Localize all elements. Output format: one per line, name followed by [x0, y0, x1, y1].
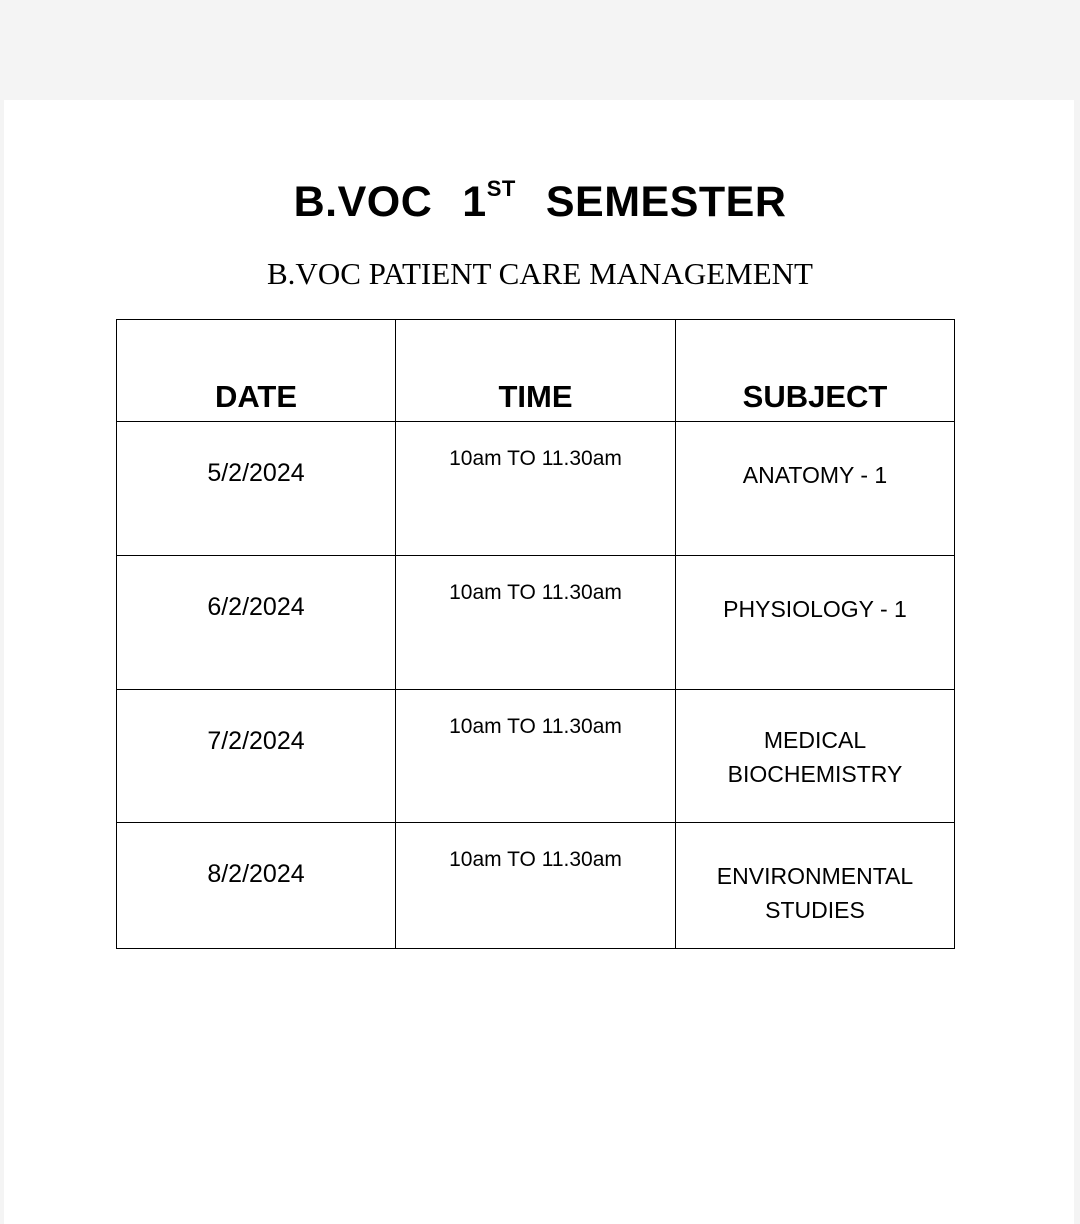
time-cell: 10am TO 11.30am: [396, 823, 676, 949]
column-header-time: TIME: [396, 320, 676, 422]
date-cell: 8/2/2024: [117, 823, 396, 949]
time-cell: 10am TO 11.30am: [396, 690, 676, 823]
table-row: [117, 823, 955, 949]
subject-cell: ENVIRONMENTAL STUDIES: [676, 823, 955, 949]
time-cell: 10am TO 11.30am: [396, 556, 676, 690]
date-cell: 7/2/2024: [117, 690, 396, 823]
column-header-subject: SUBJECT: [676, 320, 955, 422]
table-header-row: [117, 320, 955, 422]
subject-cell: ANATOMY - 1: [676, 422, 955, 556]
table-row: [117, 422, 955, 556]
course-subtitle: B.VOC PATIENT CARE MANAGEMENT: [267, 256, 813, 291]
table-row: [117, 556, 955, 690]
title-ordinal-suffix: ST: [486, 176, 516, 201]
exam-schedule-table: [116, 319, 955, 949]
title-number: 1: [462, 178, 487, 226]
column-header-date: DATE: [117, 320, 396, 422]
title-program: B.VOC: [293, 178, 433, 226]
page-title: [0, 178, 1080, 227]
date-cell: 6/2/2024: [117, 556, 396, 690]
time-cell: 10am TO 11.30am: [396, 422, 676, 556]
subject-cell: PHYSIOLOGY - 1: [676, 556, 955, 690]
subject-cell: MEDICAL BIOCHEMISTRY: [676, 690, 955, 823]
date-cell: 5/2/2024: [117, 422, 396, 556]
title-semester: SEMESTER: [545, 178, 787, 226]
table-row: [117, 690, 955, 823]
